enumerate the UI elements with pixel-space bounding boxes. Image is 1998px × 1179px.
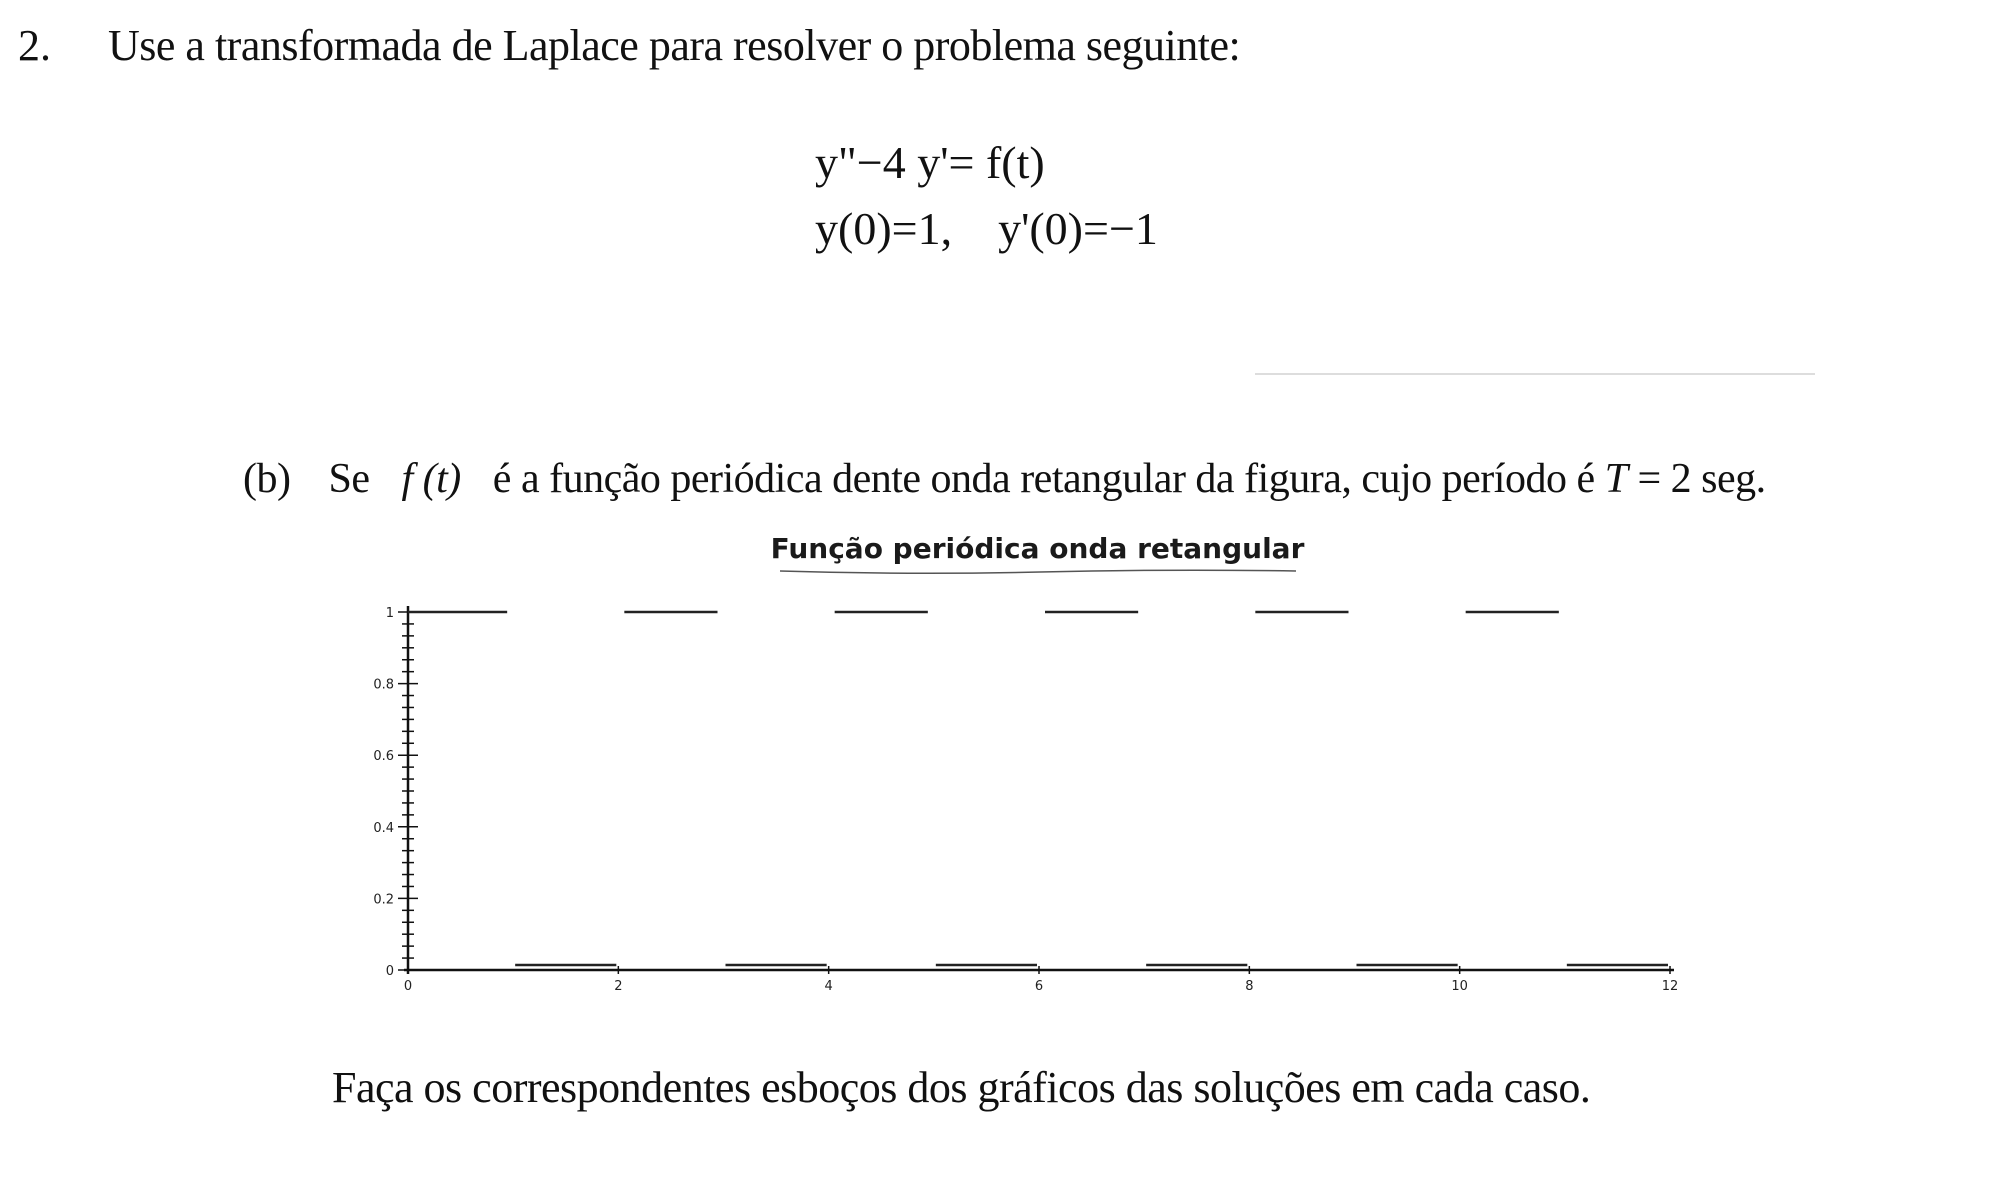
y-tick-label: 0.4 xyxy=(373,820,394,836)
period-symbol: T xyxy=(1604,456,1628,502)
function-symbol: f (t) xyxy=(401,456,461,502)
x-tick-label: 2 xyxy=(614,979,623,994)
question-text: Use a transformada de Laplace para resolver o problema seguinte: xyxy=(108,21,1241,70)
x-tick-label: 8 xyxy=(1245,979,1254,994)
y-tick-label: 1 xyxy=(385,606,394,621)
chart-title: Função periódica onda retangular xyxy=(770,532,1305,565)
part-b-description: é a função periódica dente onda retangular da figura, cujo período é xyxy=(492,456,1595,502)
part-b-label: (b) xyxy=(243,456,291,502)
y-tick-label: 0.6 xyxy=(373,749,394,765)
x-tick-label: 10 xyxy=(1451,979,1468,994)
x-tick-label: 0 xyxy=(403,979,413,994)
scan-artifact-line xyxy=(1255,372,1815,376)
square-wave-chart xyxy=(340,590,1720,1010)
y-tick-label: 0.8 xyxy=(373,677,394,693)
y-tick-label: 0.2 xyxy=(373,892,394,908)
question-number: 2. xyxy=(18,21,51,70)
differential-equation: y"−4 y'= f(t) xyxy=(815,137,1045,188)
period-value: = 2 seg. xyxy=(1637,456,1766,502)
footer-instruction: Faça os correspondentes esboços dos gráficos das soluções em cada caso. xyxy=(332,1063,1591,1112)
y-tick-label: 0 xyxy=(385,964,394,979)
x-tick-label: 6 xyxy=(1034,979,1044,994)
initial-conditions: y(0)=1, y'(0)=−1 xyxy=(815,203,1158,254)
x-tick-label: 12 xyxy=(1661,979,1679,994)
part-b-statement xyxy=(243,455,1766,503)
equation-block xyxy=(815,130,1158,262)
part-b-se: Se xyxy=(328,456,370,502)
x-tick-label: 4 xyxy=(824,979,833,994)
chart-title-underline xyxy=(780,568,1296,576)
